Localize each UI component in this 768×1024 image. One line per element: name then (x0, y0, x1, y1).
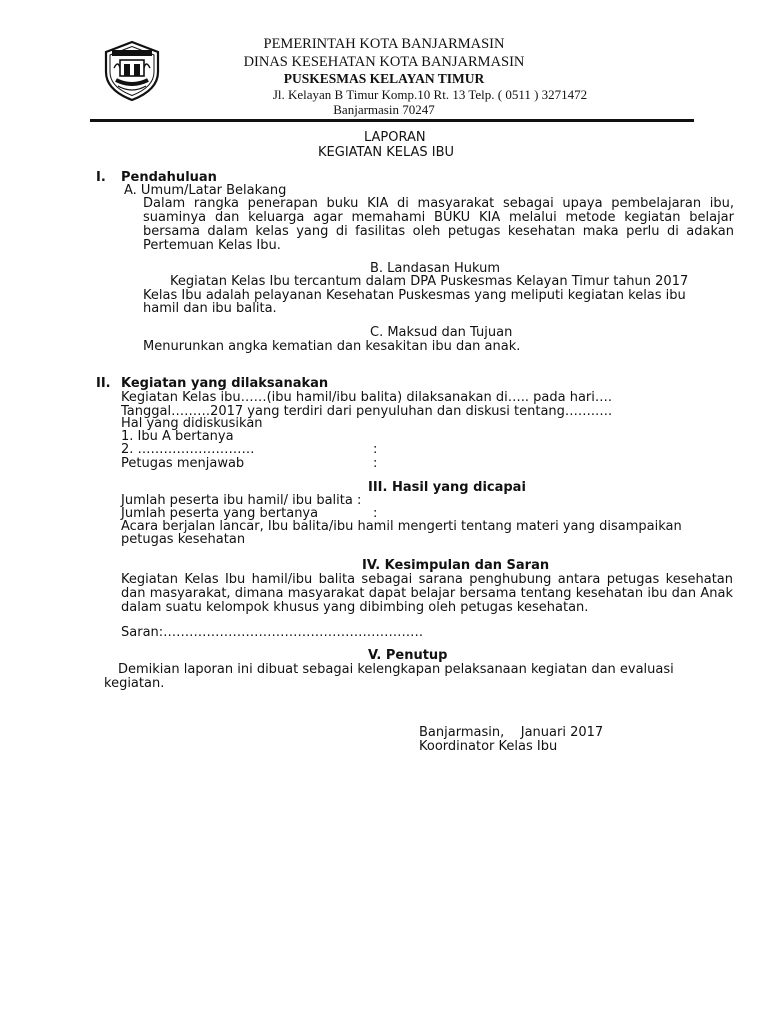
section-5-line-2: kegiatan. (104, 676, 165, 691)
section-3-line-2-colon: : (373, 506, 378, 521)
section-2-line-2: Tanggal………2017 yang terdiri dari penyuluhan dan diskusi tentang…….…. (121, 404, 613, 419)
section-2-item-1: 1. Ibu A bertanya (121, 429, 234, 444)
section-2-item-2-colon: : (373, 442, 378, 457)
header-city: Banjarmasin 70247 (333, 102, 435, 117)
section-3-line-3: Acara berjalan lancar, Ibu balita/ibu hamil mengerti tentang materi yang disampaikan (121, 519, 682, 534)
section-1a-text: Dalam rangka penerapan buku KIA di masyarakat sebagai upaya pembelajaran ibu, suaminya dan keluarga agar memahami BUKU KIA melalui metode kegiatan belajar bersama dalam kelas yang di fasilitas oleh petugas kesehatan maka perlu di adakan Pertemuan Kelas Ibu. (143, 196, 734, 253)
section-4-saran: Saran:…………………………………………………… (121, 625, 424, 640)
section-4-heading: IV. Kesimpulan dan Saran (362, 558, 550, 573)
section-2-item-3-colon: : (373, 456, 378, 471)
section-1-number: I. (96, 170, 106, 185)
header-line-3: PUSKESMAS KELAYAN TIMUR (283, 71, 485, 86)
section-1b-line-2: Kelas Ibu adalah pelayanan Kesehatan Puskesmas yang meliputi kegiatan kelas ibu (143, 288, 686, 303)
section-5-heading: V. Penutup (368, 648, 448, 663)
section-1c-label: C. Maksud dan Tujuan (370, 325, 513, 340)
report-title: LAPORAN (364, 130, 426, 145)
section-2-heading: Kegiatan yang dilaksanakan (121, 376, 329, 391)
section-2-line-3: Hal yang didiskusikan (121, 416, 263, 431)
section-3-line-4: petugas kesehatan (121, 532, 246, 547)
header-divider (90, 119, 694, 122)
section-3-line-2: Jumlah peserta yang bertanya (121, 506, 319, 521)
signature-place-date: Banjarmasin, Januari 2017 (419, 725, 604, 740)
section-3-line-1: Jumlah peserta ibu hamil/ ibu balita : (121, 493, 362, 508)
section-1b-line-1: Kegiatan Kelas Ibu tercantum dalam DPA Puskesmas Kelayan Timur tahun 2017 (170, 274, 689, 289)
section-1b-line-3: hamil dan ibu balita. (143, 301, 277, 316)
section-1b-label: B. Landasan Hukum (370, 261, 501, 276)
signature-role: Koordinator Kelas Ibu (419, 739, 558, 754)
section-1c-text: Menurunkan angka kematian dan kesakitan ibu dan anak. (143, 339, 521, 354)
section-4-text: Kegiatan Kelas Ibu hamil/ibu balita sebagai sarana penghubung antara petugas kesehatan dan masyarakat, dimana masyarakat dapat belajar bersama tentang kesehatan ibu dan Anak dalam suatu kelompok khusus yang dibimbing oleh petugas kesehatan. (121, 572, 733, 615)
section-2-item-2: 2. ……………………… (121, 442, 255, 457)
section-3-heading: III. Hasil yang dicapai (368, 480, 526, 495)
section-1-heading: Pendahuluan (121, 170, 217, 185)
header-address: Jl. Kelayan B Timur Komp.10 Rt. 13 Telp. ( 0511 ) 3271472 (272, 87, 588, 102)
section-2-item-3: Petugas menjawab (121, 456, 245, 471)
header-line-1: PEMERINTAH KOTA BANJARMASIN (263, 36, 505, 52)
section-5-line-1: Demikian laporan ini dibuat sebagai kelengkapan pelaksanaan kegiatan dan evaluasi (118, 662, 674, 677)
report-subtitle: KEGIATAN KELAS IBU (318, 145, 455, 160)
header-line-2: DINAS KESEHATAN KOTA BANJARMASIN (243, 54, 525, 70)
section-2-line-1: Kegiatan Kelas ibu……(ibu hamil/ibu balita) dilaksanakan di….. pada hari…. (121, 390, 613, 405)
section-1a-label: A. Umum/Latar Belakang (124, 183, 287, 198)
section-2-number: II. (96, 376, 111, 391)
